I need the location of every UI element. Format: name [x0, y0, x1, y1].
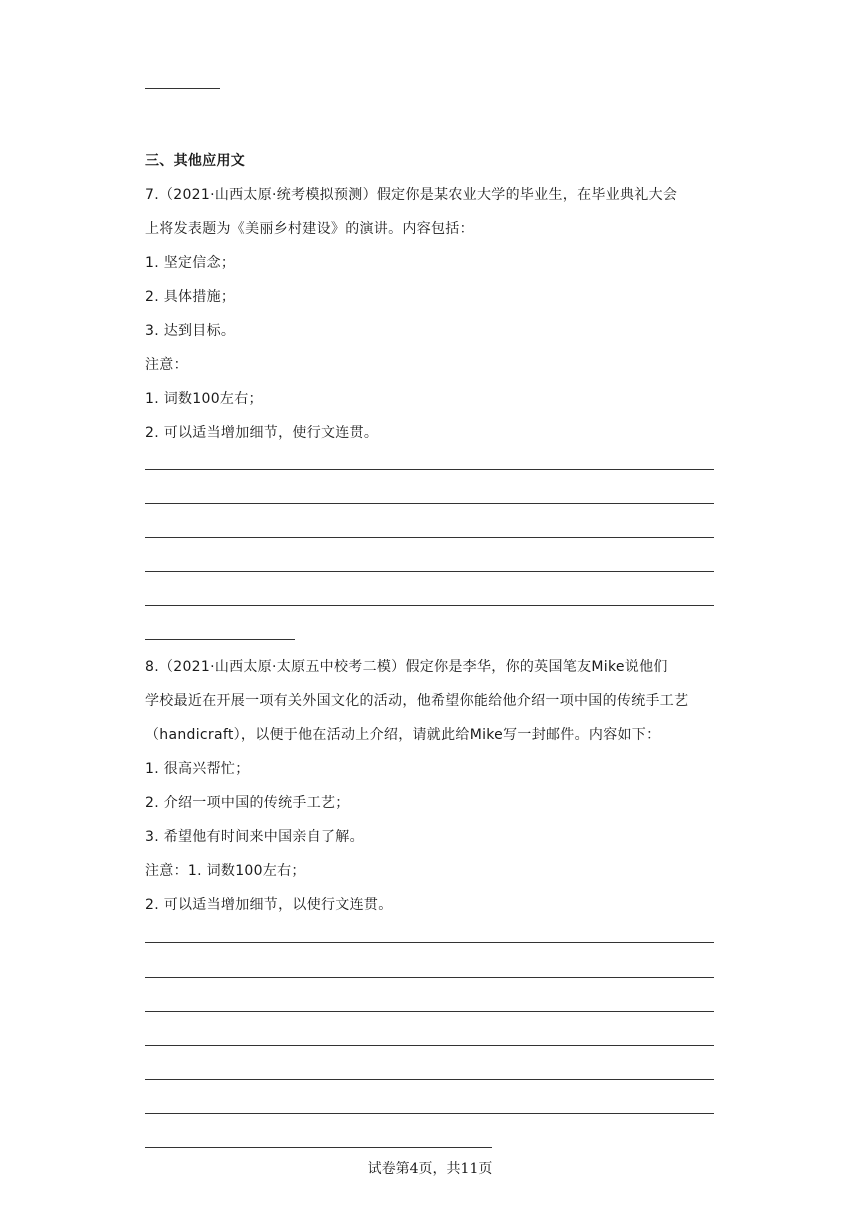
q8-note-1: 注意：1. 词数100左右； [145, 863, 306, 879]
q7-item-2: 2. 具体措施； [145, 289, 236, 305]
q7-item-3: 3. 达到目标。 [145, 323, 236, 339]
q8-prompt-line-1: 8.（2021·山西太原·太原五中校考二模）假定你是李华，你的英国笔友Mike说他们 [145, 659, 668, 675]
q8-answer-line[interactable] [145, 977, 714, 978]
q8-item-2: 2. 介绍一项中国的传统手工艺； [145, 795, 350, 811]
q8-answer-line[interactable] [145, 1113, 714, 1114]
q8-item-1: 1. 很高兴帮忙； [145, 761, 250, 777]
q8-answer-line-end[interactable] [145, 1147, 492, 1148]
q7-prompt-line-1: 7.（2021·山西太原·统考模拟预测）假定你是某农业大学的毕业生，在毕业典礼大会 [145, 187, 678, 203]
q7-note-1: 1. 词数100左右； [145, 391, 263, 407]
q8-prompt-line-3: （handicraft），以便于他在活动上介绍，请就此给Mike写一封邮件。内容如下： [145, 727, 661, 743]
q7-answer-line[interactable] [145, 571, 714, 572]
q7-answer-line-end[interactable] [145, 639, 295, 640]
q8-answer-line[interactable] [145, 1011, 714, 1012]
q8-answer-line[interactable] [145, 1045, 714, 1046]
q8-note-2: 2. 可以适当增加细节，以使行文连贯。 [145, 897, 393, 913]
q7-answer-line[interactable] [145, 469, 714, 470]
q7-answer-line[interactable] [145, 537, 714, 538]
page-footer: 试卷第4页，共11页 [367, 1161, 493, 1177]
q7-item-1: 1. 坚定信念； [145, 255, 236, 271]
q7-prompt-line-2: 上将发表题为《美丽乡村建设》的演讲。内容包括： [145, 221, 474, 237]
q7-note-2: 2. 可以适当增加细节，使行文连贯。 [145, 425, 379, 441]
q7-note-title: 注意： [145, 357, 188, 373]
q8-answer-line[interactable] [145, 942, 714, 943]
q8-answer-line[interactable] [145, 1079, 714, 1080]
q8-item-3: 3. 希望他有时间来中国亲自了解。 [145, 829, 364, 845]
q7-answer-line[interactable] [145, 605, 714, 606]
q8-prompt-line-2: 学校最近在开展一项有关外国文化的活动，他希望你能给他介绍一项中国的传统手工艺 [145, 693, 689, 709]
answer-line-prev-end [145, 88, 220, 89]
section-heading: 三、其他应用文 [145, 153, 246, 169]
q7-answer-line[interactable] [145, 503, 714, 504]
